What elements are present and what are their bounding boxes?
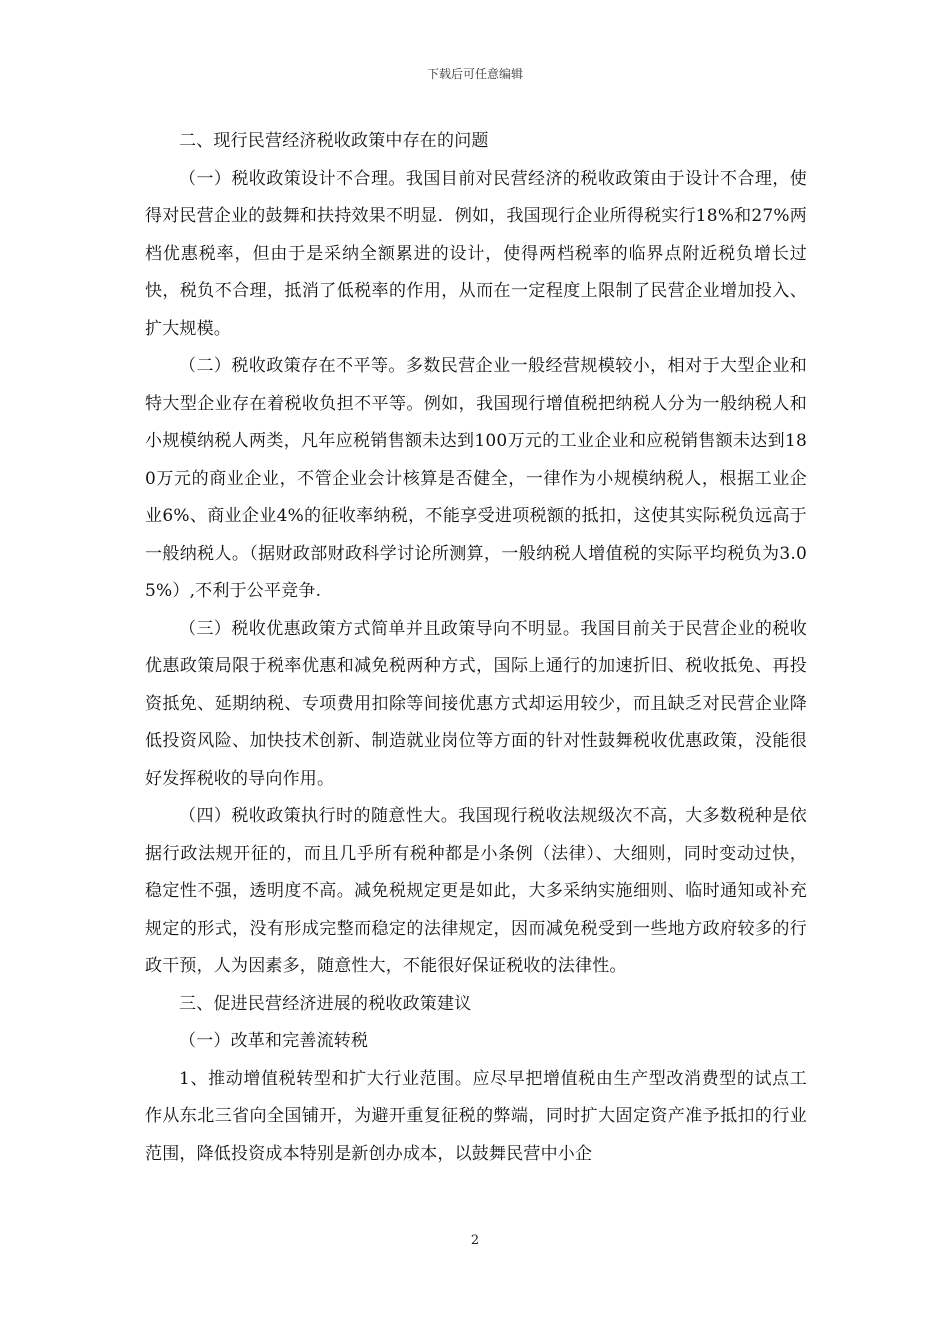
paragraph-policy-design: （一）税收政策设计不合理。我国目前对民营经济的税收政策由于设计不合理，使得对民营企业的鼓舞和扶持效果不明显．例如，我国现行企业所得税实行18%和27%两档优惠税率，但由于是采纳全额累进的设计，使得两档税率的临界点附近税负增长过快，税负不合理，抵消了低税率的作用，从而在一定程度上限制了民营企业增加投入、扩大规模。 bbox=[145, 168, 807, 339]
paragraph-preferential-methods: （三）税收优惠政策方式简单并且政策导向不明显。我国目前关于民营企业的税收优惠政策局限于税率优惠和减免税两种方式，国际上通行的加速折旧、税收抵免、再投资抵免、延期纳税、专项费用扣除等间接优惠方式却运用较少，而且缺乏对民营企业降低投资风险、加快技术创新、制造就业岗位等方面的针对性鼓舞税收优惠政策，没能很好发挥税收的导向作用。 bbox=[145, 618, 807, 789]
paragraph-policy-inequality: （二）税收政策存在不平等。多数民营企业一般经营规模较小，相对于大型企业和特大型企业存在着税收负担不平等。例如，我国现行增值税把纳税人分为一般纳税人和小规模纳税人两类，凡年应税销售额未达到100万元的工业企业和应税销售额未达到180万元的商业企业，不管企业会计核算是否健全，一律作为小规模纳税人，根据工业企业6%、商业企业4%的征收率纳税，不能享受进项税额的抵扣，这使其实际税负远高于一般纳税人。（据财政部财政科学讨论所测算，一般纳税人增值税的实际平均税负为3.05%）,不利于公平竞争. bbox=[145, 356, 807, 601]
section-heading-recommendations: 三、促进民营经济进展的税收政策建议 bbox=[179, 993, 472, 1014]
subsection-heading-turnover-tax: （一）改革和完善流转税 bbox=[179, 1031, 369, 1051]
paragraph-enforcement-arbitrariness: （四）税收政策执行时的随意性大。我国现行税收法规级次不高，大多数税种是依据行政法规开征的，而且几乎所有税种都是小条例（法律）、大细则，同时变动过快，稳定性不强，透明度不高。减免税规定更是如此，大多采纳实施细则、临时通知或补充规定的形式，没有形成完整而稳定的法律规定，因而减免税受到一些地方政府较多的行政干预，人为因素多，随意性大，不能很好保证税收的法律性。 bbox=[145, 806, 807, 976]
document-body bbox=[145, 123, 807, 1173]
page-number: 2 bbox=[470, 1233, 480, 1248]
section-heading-problems: 二、现行民营经济税收政策中存在的问题 bbox=[179, 131, 489, 151]
paragraph-vat-transition: 1、推动增值税转型和扩大行业范围。应尽早把增值税由生产型改消费型的试点工作从东北三省向全国铺开，为避开重复征税的弊端，同时扩大固定资产准予抵扣的行业范围，降低投资成本特别是新创办成本，以鼓舞民营中小企 bbox=[145, 1068, 807, 1164]
page-header: 下载后可任意编辑 bbox=[426, 67, 523, 81]
